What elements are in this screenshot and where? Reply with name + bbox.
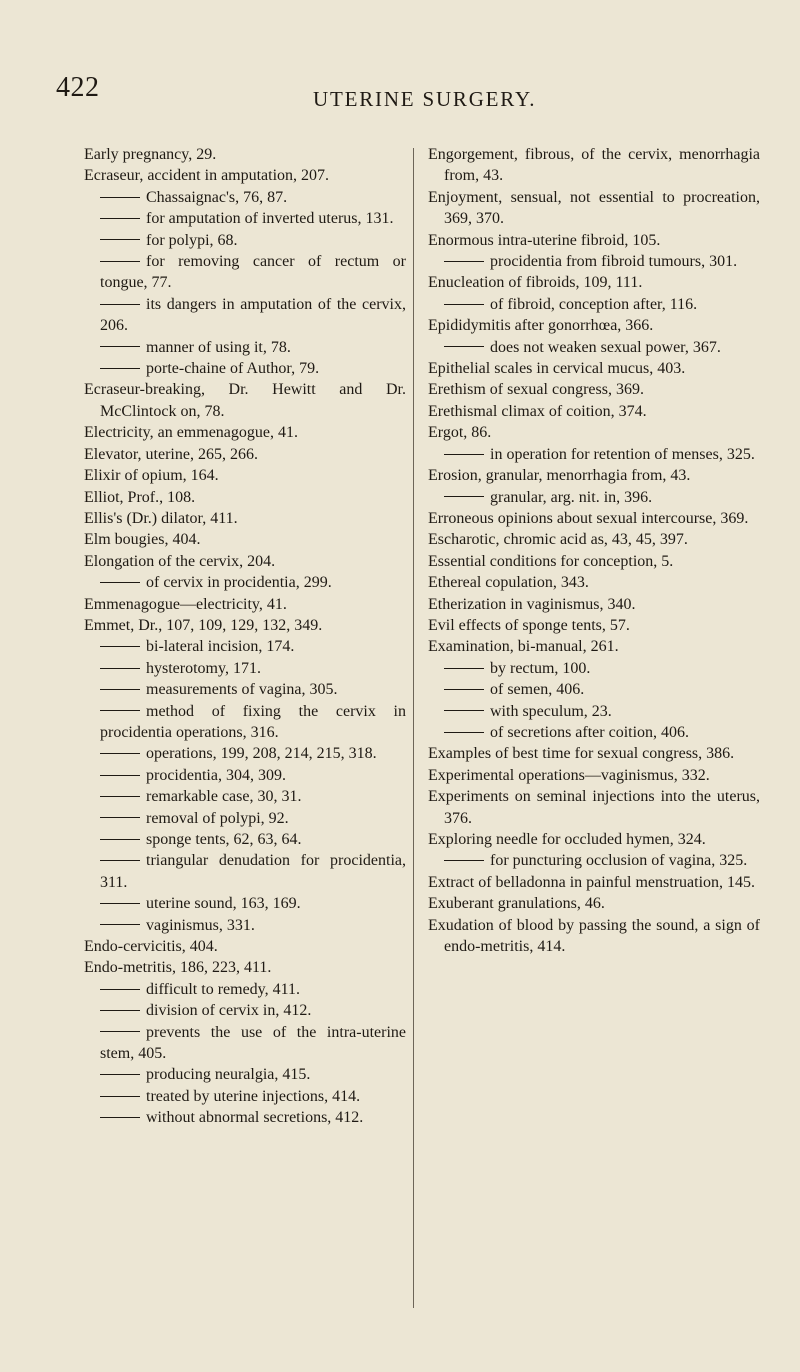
entry-text: uterine sound, 163, 169. xyxy=(146,895,301,913)
entry-text: Engorgement, fibrous, of the cervix, menorrhagia from, 43. xyxy=(428,146,760,185)
entry-text: Exuberant granulations, 46. xyxy=(428,895,605,913)
index-entry xyxy=(428,401,760,422)
index-subentry xyxy=(428,294,760,315)
entry-text: Ergot, 86. xyxy=(428,424,492,442)
index-entry xyxy=(428,829,760,850)
index-entry xyxy=(428,422,760,443)
index-subentry xyxy=(84,1064,406,1085)
index-entry xyxy=(84,465,406,486)
entry-text: for amputation of inverted uterus, 131. xyxy=(146,210,394,228)
entry-text: Endo-metritis, 186, 223, 411. xyxy=(84,959,272,977)
ditto-dash xyxy=(444,860,484,861)
entry-text: Elongation of the cervix, 204. xyxy=(84,552,276,570)
index-subentry xyxy=(84,808,406,829)
entry-text: Elm bougies, 404. xyxy=(84,531,201,549)
index-subentry xyxy=(84,1022,406,1065)
entry-text: treated by uterine injections, 414. xyxy=(146,1087,361,1105)
ditto-dash xyxy=(100,710,140,711)
ditto-dash xyxy=(100,1031,140,1032)
ditto-dash xyxy=(100,197,140,198)
entry-text: removal of polypi, 92. xyxy=(146,809,289,827)
index-subentry xyxy=(84,1000,406,1021)
index-entry xyxy=(428,636,760,657)
entry-text: division of cervix in, 412. xyxy=(146,1002,312,1020)
entry-text: Elevator, uterine, 265, 266. xyxy=(84,445,258,463)
index-entry xyxy=(84,615,406,636)
entry-text: of cervix in procidentia, 299. xyxy=(146,574,332,592)
entry-text: its dangers in amputation of the cervix, 206. xyxy=(100,295,406,335)
index-subentry xyxy=(84,1086,406,1107)
index-subentry xyxy=(84,786,406,807)
entry-text: Endo-cervicitis, 404. xyxy=(84,938,218,956)
entry-text: Emmenagogue—electricity, 41. xyxy=(84,595,287,613)
ditto-dash xyxy=(100,239,140,240)
index-subentry xyxy=(84,337,406,358)
entry-text: procidentia, 304, 309. xyxy=(146,766,286,784)
entry-text: Experimental operations—vaginismus, 332. xyxy=(428,766,710,784)
index-entry xyxy=(84,487,406,508)
index-entry xyxy=(428,508,760,529)
entry-text: prevents the use of the intra-uterine stem, 405. xyxy=(100,1023,406,1063)
entry-text: Etherization in vaginismus, 340. xyxy=(428,595,636,613)
entry-text: Exploring needle for occluded hymen, 324. xyxy=(428,831,706,848)
ditto-dash xyxy=(100,903,140,904)
entry-text: Evil effects of sponge tents, 57. xyxy=(428,616,630,634)
entry-text: Emmet, Dr., 107, 109, 129, 132, 349. xyxy=(84,616,323,634)
index-subentry xyxy=(84,701,406,744)
index-subentry xyxy=(84,1107,406,1128)
index-entry xyxy=(428,765,760,786)
entry-text: remarkable case, 30, 31. xyxy=(146,788,302,806)
ditto-dash xyxy=(100,989,140,990)
entry-text: porte-chaine of Author, 79. xyxy=(146,360,320,378)
column-divider xyxy=(413,148,414,1308)
entry-text: Enjoyment, sensual, not essential to procreation, 369, 370. xyxy=(428,188,760,228)
index-entry xyxy=(84,379,406,422)
running-head: UTERINE SURGERY. xyxy=(313,87,537,111)
entry-text: for puncturing occlusion of vagina, 325. xyxy=(490,852,748,870)
index-subentry xyxy=(84,979,406,1000)
entry-text: with speculum, 23. xyxy=(490,702,612,720)
index-subentry xyxy=(428,444,760,465)
entry-text: method of fixing the cervix in procidentia operations, 316. xyxy=(100,702,406,741)
index-subentry xyxy=(84,658,406,679)
entry-text: granular, arg. nit. in, 396. xyxy=(490,488,653,506)
ditto-dash xyxy=(100,261,140,262)
ditto-dash xyxy=(100,924,140,925)
index-entry xyxy=(84,551,406,572)
index-entry xyxy=(428,272,760,293)
index-entry xyxy=(428,315,760,336)
index-subentry xyxy=(428,701,760,722)
ditto-dash xyxy=(100,346,140,347)
ditto-dash xyxy=(100,753,140,754)
index-subentry xyxy=(428,337,760,358)
index-subentry xyxy=(428,251,760,272)
index-entry xyxy=(84,144,406,165)
index-entry xyxy=(428,743,760,764)
entry-text: of fibroid, conception after, 116. xyxy=(490,295,698,313)
ditto-dash xyxy=(100,860,140,861)
index-subentry xyxy=(84,294,406,337)
entry-text: triangular denudation for procidentia, 311. xyxy=(100,852,406,891)
entry-text: operations, 199, 208, 214, 215, 318. xyxy=(146,745,377,763)
ditto-dash xyxy=(100,817,140,818)
entry-text: Ellis's (Dr.) dilator, 411. xyxy=(84,509,238,527)
entry-text: Erethism of sexual congress, 369. xyxy=(428,381,644,399)
index-entry xyxy=(84,165,406,186)
entry-text: Extract of belladonna in painful menstruation, 145. xyxy=(428,873,756,891)
entry-text: Examples of best time for sexual congress, 386. xyxy=(428,745,735,763)
index-entry xyxy=(84,594,406,615)
index-entry xyxy=(428,358,760,379)
entry-text: Electricity, an emmenagogue, 41. xyxy=(84,424,298,442)
entry-text: Erroneous opinions about sexual intercourse, 369. xyxy=(428,509,749,527)
entry-text: Experiments on seminal injections into the uterus, 376. xyxy=(428,788,760,827)
entry-text: hysterotomy, 171. xyxy=(146,659,261,677)
entry-text: Escharotic, chromic acid as, 43, 45, 397. xyxy=(428,531,688,549)
index-entry xyxy=(428,187,760,230)
index-entry xyxy=(428,529,760,550)
index-subentry xyxy=(84,765,406,786)
index-entry xyxy=(428,551,760,572)
index-subentry xyxy=(84,208,406,229)
ditto-dash xyxy=(100,304,140,305)
index-entry xyxy=(84,529,406,550)
ditto-dash xyxy=(444,261,484,262)
ditto-dash xyxy=(100,796,140,797)
index-entry xyxy=(428,379,760,400)
index-subentry xyxy=(84,251,406,294)
index-subentry xyxy=(428,850,760,871)
entry-text: measurements of vagina, 305. xyxy=(146,681,338,699)
entry-text: Essential conditions for conception, 5. xyxy=(428,552,674,570)
index-entry xyxy=(84,444,406,465)
ditto-dash xyxy=(444,304,484,305)
index-entry xyxy=(428,615,760,636)
ditto-dash xyxy=(444,689,484,690)
entry-text: Enormous intra-uterine fibroid, 105. xyxy=(428,231,661,249)
index-entry xyxy=(428,915,760,958)
entry-text: Early pregnancy, 29. xyxy=(84,146,217,163)
index-subentry xyxy=(428,487,760,508)
index-subentry xyxy=(84,636,406,657)
entry-text: for removing cancer of rectum or tongue, 77. xyxy=(100,253,406,292)
ditto-dash xyxy=(444,496,484,497)
index-subentry xyxy=(84,850,406,893)
entry-text: by rectum, 100. xyxy=(490,659,591,677)
ditto-dash xyxy=(100,1117,140,1118)
index-entry xyxy=(428,144,760,187)
index-subentry xyxy=(84,358,406,379)
entry-text: in operation for retention of menses, 325. xyxy=(490,445,755,463)
ditto-dash xyxy=(100,668,140,669)
ditto-dash xyxy=(444,732,484,733)
ditto-dash xyxy=(100,582,140,583)
entry-text: Ethereal copulation, 343. xyxy=(428,574,589,592)
index-subentry xyxy=(84,893,406,914)
page-number: 422 xyxy=(56,72,100,103)
index-entry xyxy=(428,572,760,593)
index-entry xyxy=(84,957,406,978)
index-entry xyxy=(84,508,406,529)
ditto-dash xyxy=(100,689,140,690)
index-subentry xyxy=(84,915,406,936)
index-subentry xyxy=(84,743,406,764)
index-subentry xyxy=(84,572,406,593)
entry-text: Erethismal climax of coition, 374. xyxy=(428,402,647,420)
ditto-dash xyxy=(100,775,140,776)
entry-text: of semen, 406. xyxy=(490,681,585,699)
index-entry xyxy=(84,936,406,957)
ditto-dash xyxy=(444,346,484,347)
ditto-dash xyxy=(100,1074,140,1075)
ditto-dash xyxy=(444,668,484,669)
entry-text: Epithelial scales in cervical mucus, 403. xyxy=(428,360,686,378)
entry-text: sponge tents, 62, 63, 64. xyxy=(146,831,302,848)
entry-text: Elixir of opium, 164. xyxy=(84,467,219,485)
index-entry xyxy=(84,422,406,443)
entry-text: difficult to remedy, 411. xyxy=(146,980,301,998)
ditto-dash xyxy=(100,1096,140,1097)
index-subentry xyxy=(84,187,406,208)
entry-text: Exudation of blood by passing the sound, a sign of endo-metritis, 414. xyxy=(428,916,760,956)
entry-text: Erosion, granular, menorrhagia from, 43. xyxy=(428,467,691,485)
index-subentry xyxy=(428,722,760,743)
index-column-right xyxy=(428,144,760,957)
entry-text: procidentia from fibroid tumours, 301. xyxy=(490,253,738,271)
ditto-dash xyxy=(444,710,484,711)
ditto-dash xyxy=(100,839,140,840)
ditto-dash xyxy=(100,368,140,369)
entry-text: of secretions after coition, 406. xyxy=(490,723,690,741)
ditto-dash xyxy=(444,454,484,455)
index-subentry xyxy=(84,679,406,700)
entry-text: Enucleation of fibroids, 109, 111. xyxy=(428,274,643,292)
entry-text: without abnormal secretions, 412. xyxy=(146,1109,364,1127)
index-entry xyxy=(428,872,760,893)
entry-text: Chassaignac's, 76, 87. xyxy=(146,188,288,206)
entry-text: bi-lateral incision, 174. xyxy=(146,638,295,656)
entry-text: Epididymitis after gonorrhœa, 366. xyxy=(428,317,654,335)
ditto-dash xyxy=(100,218,140,219)
index-subentry xyxy=(84,230,406,251)
index-entry xyxy=(428,230,760,251)
index-subentry xyxy=(428,679,760,700)
entry-text: Ecraseur, accident in amputation, 207. xyxy=(84,167,330,185)
ditto-dash xyxy=(100,1010,140,1011)
entry-text: Examination, bi-manual, 261. xyxy=(428,638,619,656)
ditto-dash xyxy=(100,646,140,647)
entry-text: manner of using it, 78. xyxy=(146,338,291,356)
entry-text: Ecraseur-breaking, Dr. Hewitt and Dr. McClintock on, 78. xyxy=(84,381,406,420)
index-entry xyxy=(428,786,760,829)
index-column-left xyxy=(84,144,406,1129)
index-subentry xyxy=(428,658,760,679)
index-entry xyxy=(428,893,760,914)
entry-text: for polypi, 68. xyxy=(146,231,238,249)
entry-text: does not weaken sexual power, 367. xyxy=(490,338,721,356)
entry-text: producing neuralgia, 415. xyxy=(146,1066,311,1084)
entry-text: Elliot, Prof., 108. xyxy=(84,488,196,506)
entry-text: vaginismus, 331. xyxy=(146,916,255,934)
index-entry xyxy=(428,594,760,615)
index-entry xyxy=(428,465,760,486)
index-subentry xyxy=(84,829,406,850)
